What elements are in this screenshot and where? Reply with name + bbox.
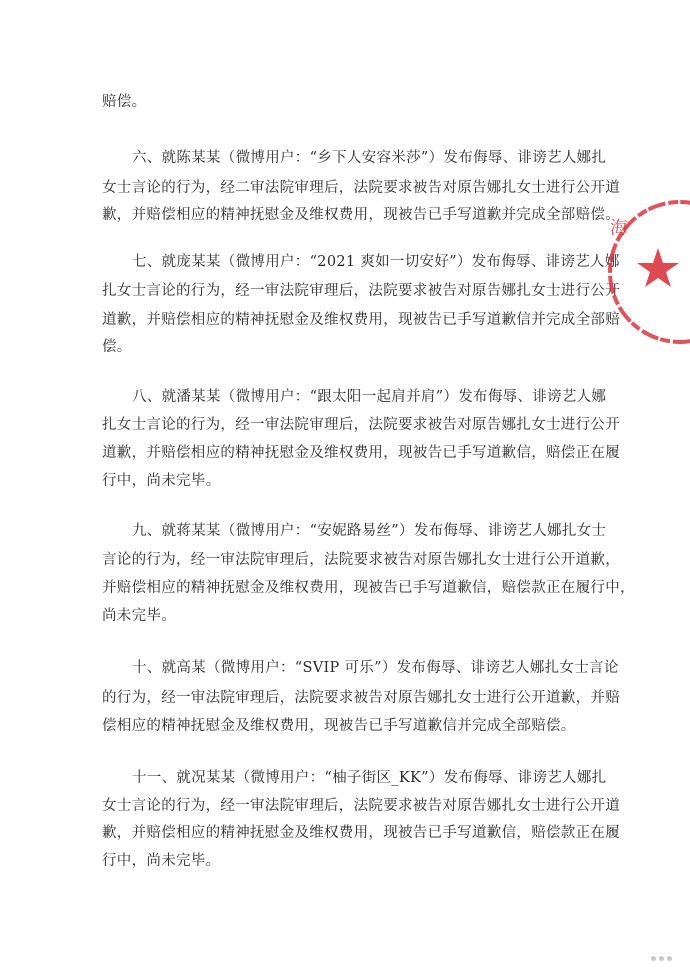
text-line: 十、就高某（微博用户：“SVIP 可乐”）发布侮辱、诽谤艺人娜扎女士言论 [132, 660, 619, 676]
text-line: 赔偿。 [102, 94, 147, 110]
text-line: 十一、就况某某（微博用户：“柚子街区_KK”）发布侮辱、诽谤艺人娜扎 [132, 770, 607, 786]
text-line: 扎女士言论的行为，经一审法院审理后，法院要求被告对原告娜扎女士进行公开 [102, 417, 620, 433]
official-seal [600, 200, 690, 350]
text-line: 九、就蒋某某（微博用户：“安妮路易丝”）发布侮辱、诽谤艺人娜扎女士 [132, 523, 607, 539]
text-line: 歉，并赔偿相应的精神抚慰金及维权费用，现被告已手写道歉并完成全部赔偿。 [102, 207, 620, 223]
text-line: 女士言论的行为，经一审法院审理后，法院要求被告对原告娜扎女士进行公开道 [102, 798, 620, 814]
platform-watermark [651, 956, 672, 961]
seal-character: 海 [610, 218, 628, 239]
text-line: 行中，尚未完毕。 [102, 853, 221, 869]
text-line: 偿相应的精神抚慰金及维权费用，现被告已手写道歉信并完成全部赔偿。 [102, 718, 576, 734]
dots-icon [651, 956, 672, 961]
text-line: 道歉，并赔偿相应的精神抚慰金及维权费用，现被告已手写道歉信，赔偿正在履 [102, 445, 620, 461]
text-line: 偿。 [102, 339, 132, 355]
text-line: 的行为，经一审法院审理后，法院要求被告对原告娜扎女士进行公开道歉，并赔 [102, 690, 620, 706]
text-line: 尚未完毕。 [102, 608, 176, 624]
text-line: 女士言论的行为，经二审法院审理后，法院要求被告对原告娜扎女士进行公开道 [102, 180, 620, 196]
text-line: 七、就庞某某（微博用户：“2021 爽如一切安好”）发布侮辱、诽谤艺人娜 [132, 254, 620, 270]
text-line: 六、就陈某某（微博用户：“乡下人安容米莎”）发布侮辱、诽谤艺人娜扎 [132, 150, 607, 166]
text-line: 歉，并赔偿相应的精神抚慰金及维权费用，现被告已手写道歉信，赔偿款正在履 [102, 825, 620, 841]
text-line: 并赔偿相应的精神抚慰金及维权费用，现被告已手写道歉信，赔偿款正在履行中， [102, 580, 635, 596]
text-line: 八、就潘某某（微博用户：“跟太阳一起肩并肩”）发布侮辱、诽谤艺人娜 [132, 389, 607, 405]
text-line: 道歉，并赔偿相应的精神抚慰金及维权费用，现被告已手写道歉信并完成全部赔 [102, 312, 620, 328]
seal-graphic [600, 200, 690, 350]
text-line: 扎女士言论的行为，经一审法院审理后，法院要求被告对原告娜扎女士进行公开 [102, 283, 620, 299]
text-line: 言论的行为，经一审法院审理后，法院要求被告对原告娜扎女士进行公开道歉， [102, 552, 620, 568]
text-line: 行中，尚未完毕。 [102, 473, 221, 489]
